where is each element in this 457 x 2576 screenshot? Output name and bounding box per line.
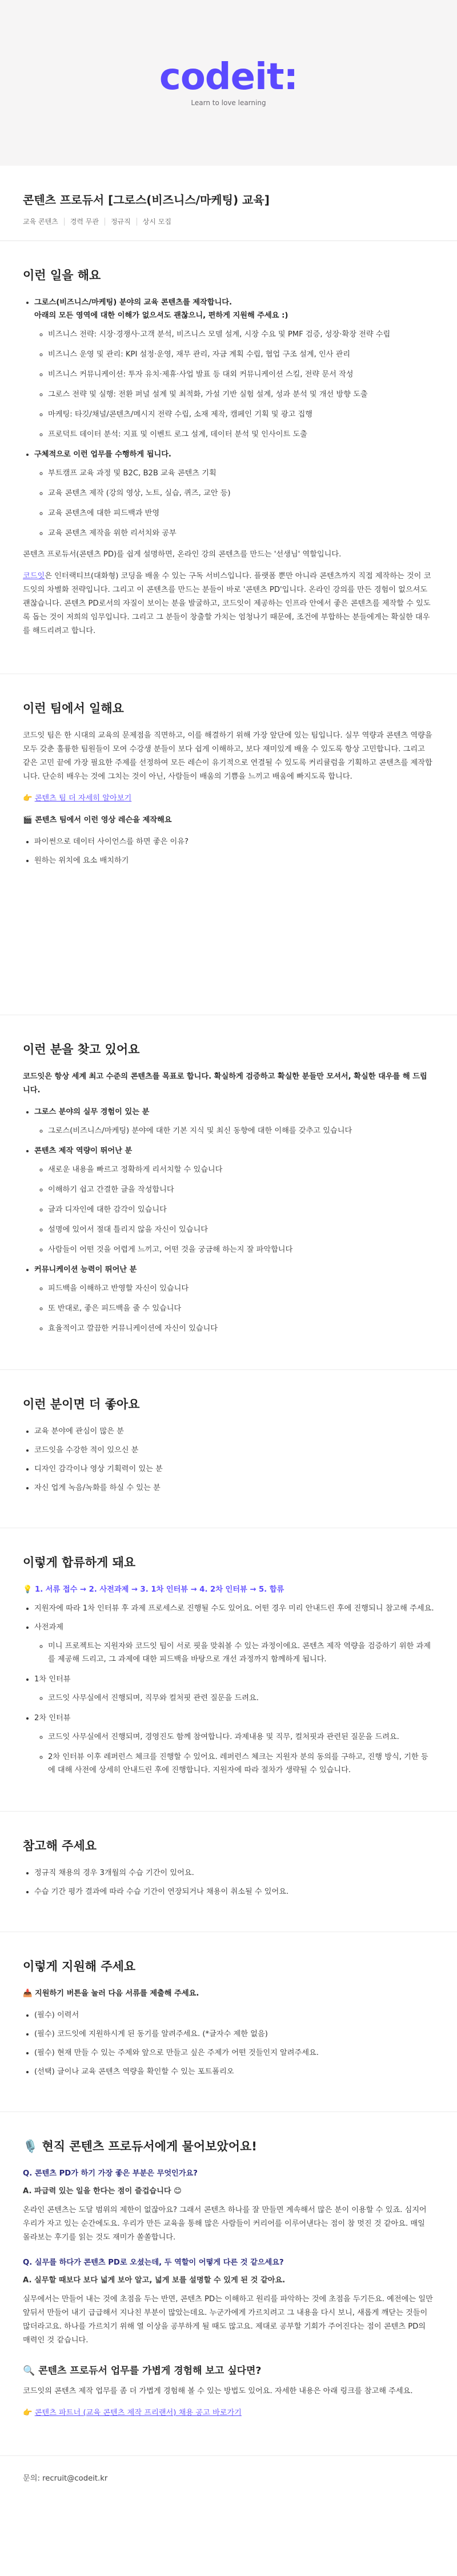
role-list (23, 296, 434, 540)
faq-answer-body: 실무에서는 만들어 내는 것에 초점을 두는 반면, 콘텐츠 PD는 이해하고 원리를 파악하는 것에 초점을 두기든요. 예전에는 일만 앞뒤서 만들어 내기 급급해서 지나친 부분이 많았는데요. 누군가에게 가르치려고 그 내용을 다시 보니, 새롭게 깨닫는 것들이 많더라고요. 하나를 가르치기 위해 열 이상을 공부하게 될 때도 많고요. 제대로 공부할 기회가 주어진다는 점이 콘텐츠 PD의 매력인 것 같습니다. (23, 2295, 433, 2345)
list-item (34, 1621, 434, 1666)
job-title-block (0, 166, 457, 241)
role-item1-label: • 그로스(비즈니스/마케팅) 분야의 교육 콘텐츠를 제작합니다. (34, 298, 232, 307)
faq-answer-body: 온라인 콘텐츠는 도달 범위의 제한이 없잖아요? 그래서 콘텐츠 하나를 잘 만들면 계속해서 많은 분이 이용할 수 있죠. 심지어 우리가 자고 있는 순간에도요. 우리가 만든 교육을 통해 많은 사람들이 커리어를 이루어낸다는 점이 참 멋진 것 같아요. 매일 몰라보는 후기를 읽는 것도 재미가 쏠쏠합니다. (23, 2206, 427, 2242)
job-tag: 상시 모집 (137, 218, 177, 226)
faq-answer-title (23, 2185, 434, 2196)
list-item (34, 1673, 434, 1705)
team-more-link[interactable]: 콘텐츠 팀 더 자세히 알아보기 (34, 794, 132, 803)
fit-list (23, 1105, 434, 1335)
role-item1-children (34, 328, 434, 441)
partner-posting-link[interactable]: 콘텐츠 파트너 (교육 콘텐츠 제작 프리랜서) 채용 공고 바로가기 (34, 2409, 242, 2417)
lesson-list (23, 835, 434, 867)
plus-heading: 이런 분이면 더 좋아요 (23, 1397, 140, 1411)
list-item: • (필수) 현재 만들 수 있는 주제와 앞으로 만들고 싶은 주제가 어떤 것들인지 알려주세요. (34, 2046, 434, 2060)
list-item: ◦ 이해하기 쉽고 간결한 글을 작성합니다 (48, 1183, 434, 1196)
job-tag: 교육 콘텐츠 (23, 218, 58, 226)
list-item: • (선택) 글이나 교육 콘텐츠 역량을 확인할 수 있는 포트폴리오 (34, 2065, 434, 2078)
apply-lead-line (23, 1987, 434, 2001)
process-item-children (34, 1692, 434, 1705)
list-item: ◦ 비즈니스 운영 및 관리: KPI 설정·운영, 재무 관리, 자금 계획 수립, 협업 구조 설계, 인사 관리 (48, 348, 434, 361)
fit-group-label: • 커뮤니케이션 능력이 뛰어난 분 (34, 1265, 137, 1274)
team-link-line (23, 792, 434, 806)
list-item: ◦ 코드잇 사무실에서 진행되며, 경영진도 함께 참여합니다. 과제내용 및 직무, 컬처핏과 관련된 질문을 드려요. (48, 1730, 434, 1744)
video-area (23, 873, 434, 987)
notes-list (23, 1866, 434, 1898)
plus-section (0, 1370, 457, 1528)
list-item (34, 296, 434, 441)
process-steps-line (23, 1583, 434, 1594)
lesson-heading-line (23, 814, 434, 827)
role-item2-children (34, 467, 434, 540)
process-section (0, 1528, 457, 1812)
list-item: ◦ 또 반대로, 좋은 피드백을 줄 수 있습니다 (48, 1302, 434, 1315)
lightbulb-icon: 💡 (23, 1585, 33, 1594)
list-item: ◦ 효율적이고 깔끔한 커뮤니케이션에 자신이 있습니다 (48, 1322, 434, 1335)
partner-link-line (23, 2406, 434, 2420)
apply-lead: 지원하기 버튼을 눌러 다음 서류를 제출해 주세요. (35, 1989, 199, 1998)
notes-section (0, 1812, 457, 1932)
list-item: • (필수) 코드잇에 지원하시게 된 동기를 알려주세요. (*글자수 제한 없음) (34, 2028, 434, 2041)
list-item: ◦ 부트캠프 교육 과정 및 B2C, B2B 교육 콘텐츠 기획 (48, 467, 434, 480)
list-item: ◦ 비즈니스 전략: 시장·경쟁사·고객 분석, 비즈니스 모델 설계, 시장 수요 및 PMF 검증, 성장·확장 전략 수립 (48, 328, 434, 341)
list-item: • (필수) 이력서 (34, 2009, 434, 2022)
page-title: 콘텐츠 프로듀서 [그로스(비즈니스/마케팅) 교육] (23, 193, 270, 207)
smile-icon: 😊 (174, 2187, 182, 2196)
list-item (34, 1105, 434, 1137)
process-item-children (34, 1640, 434, 1666)
faq-answer-title: A. 실무할 때보다 보다 넓게 보아 알고, 넓게 보를 설명할 수 있게 된 것 같아요. (23, 2276, 286, 2285)
role-para2 (23, 570, 434, 638)
faq-sub-heading-line (23, 2362, 434, 2377)
faq-question: Q. 콘텐츠 PD가 하기 가장 좋은 부분은 무엇인가요? (23, 2169, 198, 2178)
process-item-children (34, 1730, 434, 1777)
codeit-logo (159, 56, 298, 107)
role-para2-text: 은 인터랙티브(대화형) 코딩을 배울 수 있는 구독 서비스입니다. 플랫폼 뿐만 아니라 콘텐츠까지 직접 제작하는 것이 코드잇의 차별화 전략입니다. 그리고 이 콘텐츠를 만드는 분들이 바로 '콘텐츠 PD'입니다. 온라인 강의를 만든 경험이 없으셔도 괜찮습니다. 콘텐츠 PD로서의 자질이 보이는 분을 발굴하고, 코드잇이 제공하는 인프라 안에서 좋은 콘텐츠를 제작할 수 있도록 돕는 것이 저희의 임무입니다. 그리고 그 분들이 창출할 가치는 엄청나기 때문에, 조건에 부합하는 분들에게는 확실한 대우를 해드리려고 합니다. (23, 572, 431, 635)
codeit-link[interactable]: 코드잇 (23, 572, 45, 580)
fit-group-label: • 콘텐츠 제작 역량이 뛰어난 분 (34, 1147, 133, 1155)
faq-section (0, 2112, 457, 2456)
list-item: ◦ 그로스 전략 및 실행: 전환 퍼널 설계 및 최적화, 가설 기반 실험 설계, 성과 분석 및 개선 방향 도출 (48, 388, 434, 401)
role-section (0, 241, 457, 674)
list-item: ◦ 글과 디자인에 대한 감각이 있습니다 (48, 1203, 434, 1216)
contact-line: 문의: recruit@codeit.kr (23, 2474, 108, 2483)
fit-group-children (34, 1282, 434, 1335)
list-item: ◦ 설명에 있어서 절대 틀리지 않을 자신이 있습니다 (48, 1223, 434, 1236)
process-list (23, 1602, 434, 1777)
apply-heading: 이렇게 지원해 주세요 (23, 1960, 136, 1973)
inbox-icon: 📥 (23, 1989, 33, 1998)
list-item: • 지원자에 따라 1차 인터뷰 후 과제 프로세스로 진행될 수도 있어요. 어떤 경우 미리 안내드린 후에 진행되니 참고해 주세요. (34, 1602, 434, 1615)
faq-heading-line (23, 2137, 434, 2154)
microphone-icon: 🎙️ (23, 2140, 38, 2153)
team-section (0, 674, 457, 1015)
faq-answer-title-text: A. 파급력 있는 일을 한다는 점이 즐겁습니다 (23, 2187, 171, 2196)
list-item: ◦ 교육 콘텐츠 제작 (강의 영상, 노트, 실습, 퀴즈, 교안 등) (48, 487, 434, 500)
list-item: ◦ 2차 인터뷰 이후 레퍼런스 체크를 진행할 수 있어요. 레퍼런스 체크는 지원자 분의 동의를 구하고, 진행 방식, 기한 등에 대해 사전에 상세히 안내드린 후에 진행합니다. 지원자에 따라 절차가 생략될 수 있습니다. (48, 1750, 434, 1777)
list-item (34, 1263, 434, 1335)
logo-tagline: Learn to love learning (191, 99, 266, 107)
process-item-label: • 2차 인터뷰 (34, 1714, 71, 1722)
job-tag: 정규직 (105, 218, 137, 226)
list-item: ◦ 피드백을 이해하고 반영할 자신이 있습니다 (48, 1282, 434, 1295)
page-header (0, 0, 457, 166)
faq-question: Q. 실무를 하다가 콘텐츠 PD로 오셨는데, 두 역할이 어떻게 다른 것 같으세요? (23, 2258, 284, 2267)
role-para1: 콘텐츠 프로듀서(콘텐츠 PD)를 쉽게 설명하면, 온라인 강의 콘텐츠를 만드는 '선생님' 역할입니다. (23, 550, 342, 559)
team-para: 코드잇 팀은 한 시대의 교육의 문제점을 직면하고, 이를 해결하기 위해 가장 앞단에 있는 팀입니다. 실무 역량과 콘텐츠 역량을 모두 갖춘 훌륭한 팀원들이 모여 수강생 분들이 보다 쉽게 이해하고, 보다 재미있게 배울 수 있도록 항상 고민합니다. 그리고 같은 고민 끝에 가장 필요한 주제를 선정하여 모든 레슨이 유기적으로 연결될 수 있도록 커리큘럼을 기획하고 콘텐츠를 제작합니다. 단순히 배우는 것에 그치는 것이 아닌, 사람들이 배움의 기쁨을 느끼고 배움에 빠지도록 합니다. (23, 731, 432, 781)
faq-heading: 현직 콘텐츠 프로듀서에게 물어보았어요! (42, 2140, 257, 2153)
logo-text: codeit: (159, 56, 298, 98)
fit-section (0, 1015, 457, 1370)
list-item: ◦ 사람들이 어떤 것을 어렵게 느끼고, 어떤 것을 궁금해 하는지 잘 파악합니다 (48, 1243, 434, 1256)
list-item: • 정규직 채용의 경우 3개월의 수습 기간이 있어요. (34, 1866, 434, 1880)
plus-list (23, 1425, 434, 1495)
process-item-label: • 사전과제 (34, 1623, 63, 1632)
role-item2-label: • 구체적으로 이런 업무를 수행하게 됩니다. (34, 450, 171, 459)
apply-section (0, 1932, 457, 2112)
list-item: ◦ 교육 콘텐츠에 대한 피드백과 반영 (48, 507, 434, 520)
list-item: • 파이썬으로 데이터 사이언스를 하면 좋은 이유? (34, 835, 434, 848)
list-item: ◦ 코드잇 사무실에서 진행되며, 직무와 컬처핏 관련 질문을 드려요. (48, 1692, 434, 1705)
process-heading: 이렇게 합류하게 돼요 (23, 1556, 136, 1569)
fit-group-children (34, 1163, 434, 1256)
team-heading: 이런 팀에서 일해요 (23, 702, 124, 715)
magnifier-icon: 🔍 (23, 2365, 35, 2377)
fit-heading: 이런 분을 찾고 있어요 (23, 1043, 140, 1056)
list-item: ◦ 마케팅: 타깃/채널/콘텐츠/메시지 전략 수립, 소재 제작, 캠페인 기획 및 광고 집행 (48, 408, 434, 421)
list-item (34, 448, 434, 540)
list-item: • 수습 기간 평가 결과에 따라 수습 기간이 연장되거나 채용이 취소될 수 있어요. (34, 1885, 434, 1898)
pointing-hand-icon: 👉 (23, 2409, 33, 2417)
list-item (34, 1144, 434, 1256)
list-item (34, 1712, 434, 1777)
process-item-label: • 1차 인터뷰 (34, 1675, 71, 1684)
fit-intro: 코드잇은 항상 세계 최고 수준의 콘텐츠를 목표로 합니다. 확실하게 검증하고 확실한 분들만 모셔서, 확실한 대우를 해 드립니다. (23, 1072, 427, 1095)
job-tag: 경력 무관 (64, 218, 105, 226)
list-item: ◦ 미니 프로젝트는 지원자와 코드잇 팀이 서로 핏을 맞춰볼 수 있는 과정이에요. 콘텐츠 제작 역량을 검증하기 위한 과제를 제공해 드리고, 그 과제에 대한 피드백을 바탕으로 개선 과정까지 함께하게 됩니다. (48, 1640, 434, 1666)
pointing-hand-icon: 👉 (23, 794, 33, 803)
faq-sub-body: 코드잇의 콘텐츠 제작 업무를 좀 더 가볍게 경험해 볼 수 있는 방법도 있어요. 자세한 내용은 아래 링크를 참고해 주세요. (23, 2387, 413, 2395)
list-item: ◦ 그로스(비즈니스/마케팅) 분야에 대한 기본 지식 및 최신 동향에 대한 이해를 갖추고 있습니다 (48, 1124, 434, 1137)
fit-group-children (34, 1124, 434, 1137)
list-item: • 코드잇을 수강한 적이 있으신 분 (34, 1444, 434, 1457)
list-item: • 교육 분야에 관심이 많은 분 (34, 1425, 434, 1438)
list-item: • 원하는 위치에 요소 배치하기 (34, 854, 434, 867)
process-steps: 1. 서류 접수 → 2. 사전과제 → 3. 1차 인터뷰 → 4. 2차 인터뷰 → 5. 합류 (35, 1585, 284, 1594)
list-item: • 디자인 감각이나 영상 기획력이 있는 분 (34, 1463, 434, 1476)
notes-heading: 참고해 주세요 (23, 1839, 97, 1853)
lesson-heading: 콘텐츠 팀에서 이런 영상 레슨을 제작해요 (35, 816, 172, 824)
list-item: ◦ 비즈니스 커뮤니케이션: 투자 유치·제휴·사업 발표 등 대외 커뮤니케이션 스킬, 전략 문서 작성 (48, 368, 434, 381)
fit-group-label: • 그로스 분야의 실무 경험이 있는 분 (34, 1108, 150, 1116)
role-heading: 이런 일을 해요 (23, 269, 101, 282)
list-item: ◦ 프로덕트 데이터 분석: 지표 및 이벤트 로그 설계, 데이터 분석 및 인사이트 도출 (48, 428, 434, 441)
apply-list (23, 2009, 434, 2078)
list-item: ◦ 새로운 내용을 빠르고 정확하게 리서치할 수 있습니다 (48, 1163, 434, 1176)
faq-sub-heading: 콘텐츠 프로듀서 업무를 가볍게 경험해 보고 싶다면? (38, 2365, 262, 2377)
job-tags (23, 218, 434, 226)
clapperboard-icon: 🎬 (23, 816, 33, 824)
list-item: • 자신 업게 녹음/녹화를 하실 수 있는 분 (34, 1481, 434, 1495)
list-item: ◦ 교육 콘텐츠 제작을 위한 리서치와 공부 (48, 527, 434, 540)
role-item1-sub: 아래의 모든 영역에 대한 이해가 없으셔도 괜찮으니, 편하게 지원해 주세요 :) (34, 311, 288, 320)
